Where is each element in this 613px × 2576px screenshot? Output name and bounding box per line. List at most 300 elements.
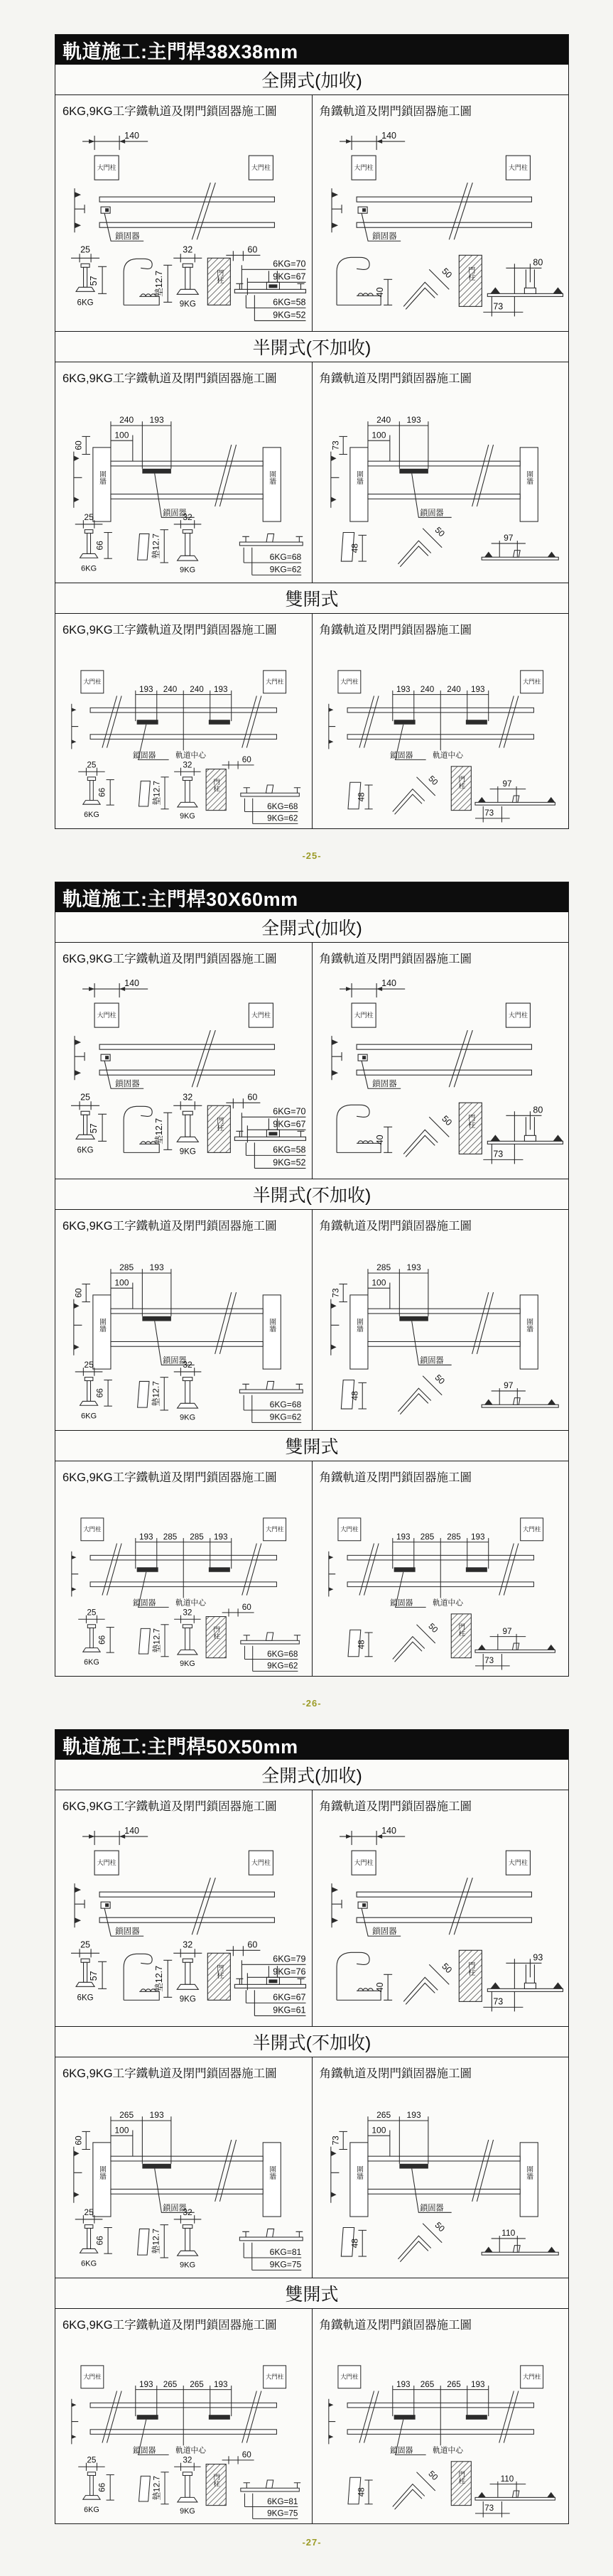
dim-drop	[330, 1284, 347, 1301]
dim-base	[491, 2228, 525, 2252]
rails	[367, 2156, 519, 2194]
gate-post-right-label: 大門柱	[265, 1525, 284, 1533]
panel-title: 角鐵軌道及閉門鎖固器施工圖	[319, 624, 472, 637]
panel-ibeam-drawing	[55, 362, 313, 583]
drawing-ibeam-half	[55, 2081, 312, 2277]
wedge-section	[347, 1630, 372, 1656]
wall-right	[263, 2143, 281, 2217]
hinge-bracket-icon	[72, 1552, 78, 1597]
base-assembly	[239, 534, 303, 545]
door-post-label: 門柱	[215, 1117, 223, 1132]
subsection	[55, 332, 568, 583]
cross-sections	[78, 2450, 300, 2518]
closer-hook-section	[124, 1106, 172, 1152]
wall-left	[93, 2143, 111, 2217]
rail-6kg-section	[78, 2456, 114, 2514]
dim-span: 265	[119, 2110, 134, 2121]
dim-w9: 32	[183, 1608, 192, 1618]
dim-gap-label: 60	[242, 2450, 251, 2460]
base-assembly	[241, 2480, 300, 2491]
panel-title: 角鐵軌道及閉門鎖固器施工圖	[319, 1471, 472, 1484]
pad-dim	[151, 530, 169, 563]
rail-break-marks	[102, 2391, 261, 2442]
wedge-section	[138, 1381, 149, 1407]
subsection	[55, 1431, 568, 1676]
rail-break-mark	[449, 183, 472, 239]
drawing-angle-half	[313, 1233, 569, 1429]
dim-d0: 193	[139, 1532, 153, 1542]
rail-9kg-label: 9KG	[179, 565, 196, 575]
panel-angle-drawing	[313, 1461, 569, 1676]
lock-bar-right	[209, 2415, 230, 2420]
cross-sections	[337, 255, 563, 316]
dim-h6: 66	[97, 2482, 107, 2492]
dim-lockwidth: 193	[406, 2110, 421, 2121]
rail-6kg-section	[78, 1608, 114, 1667]
gate-post-left-label: 大門柱	[83, 1525, 102, 1533]
labels	[133, 725, 207, 760]
top-view	[72, 1518, 286, 1608]
dim-inset: 100	[371, 1277, 386, 1288]
gate-post-left-label: 大門柱	[340, 678, 359, 686]
panel-ibeam-drawing	[55, 2057, 313, 2278]
panel-title: 角鐵軌道及閉門鎖固器施工圖	[319, 953, 472, 965]
value-top-9kg: 9KG=67	[273, 1119, 306, 1130]
hinge-bracket-icon	[332, 1883, 342, 1927]
rails	[111, 461, 263, 499]
top-view	[73, 1262, 281, 1369]
rail-6kg-section	[78, 761, 114, 819]
track-center-label: 軌道中心	[432, 2446, 463, 2455]
hinge-bracket-icon	[75, 1883, 85, 1927]
dim-gap	[222, 1603, 254, 1616]
top-view	[332, 978, 531, 1088]
base-assembly	[482, 1398, 558, 1408]
dim-base-label: 110	[501, 2228, 515, 2239]
value-9kg: 9KG=62	[267, 813, 298, 823]
panel-row	[55, 1210, 568, 1430]
rails	[357, 1044, 531, 1075]
rails	[111, 1309, 263, 1346]
lock-bar-left	[394, 720, 415, 725]
panel-row	[55, 1461, 568, 1676]
hinge-bracket-icon	[332, 188, 342, 232]
rail-6kg-label: 6KG	[80, 1412, 97, 1421]
panel-row	[55, 2057, 568, 2278]
rail-9kg-section	[174, 512, 202, 574]
base-assembly	[487, 1117, 563, 1144]
dim-h6: 66	[94, 2236, 105, 2246]
dim-pad: 墊12.7	[154, 1965, 165, 1992]
dim-d2: 285	[190, 1532, 204, 1542]
dim-w6: 25	[84, 2207, 94, 2218]
dim-offset-label: 140	[381, 1826, 396, 1836]
top-view	[75, 1826, 274, 1936]
dim-w6: 25	[87, 1608, 97, 1618]
wedge-section	[139, 2476, 150, 2501]
panel-row	[55, 95, 568, 331]
dim-w9: 32	[183, 760, 192, 770]
dim-bottom	[483, 296, 523, 316]
lock-label: 鎖固器	[115, 1080, 140, 1089]
gate-post-left-label: 大門柱	[83, 2373, 102, 2381]
dim-offset-label: 140	[124, 1826, 139, 1836]
panel-angle-drawing	[313, 1210, 569, 1430]
track-center-label: 軌道中心	[432, 751, 463, 760]
dim-gap-label: 60	[247, 244, 258, 255]
section-header-bar	[55, 35, 568, 65]
top-view	[332, 1826, 531, 1936]
angle-iron-section	[392, 1622, 439, 1662]
rail-9kg-section	[174, 2456, 200, 2516]
dims-top	[111, 1262, 171, 1316]
panel-row	[55, 1790, 568, 2026]
lock-label: 鎖固器	[419, 509, 444, 518]
wedge-section	[341, 2228, 367, 2257]
closer-hook-section	[124, 259, 172, 305]
dim-wedge: 48	[356, 1640, 366, 1650]
hinge-bracket-icon	[74, 1299, 82, 1355]
cross-sections	[78, 1603, 300, 1671]
gate-post-left	[352, 1003, 376, 1027]
base-assembly	[487, 1964, 563, 1991]
gate-post-right	[506, 1003, 530, 1027]
door-post-hatched	[459, 255, 482, 306]
top-view	[73, 415, 281, 521]
rail-9kg-section	[174, 1608, 200, 1668]
dims-top	[111, 415, 171, 469]
dim-d0: 193	[139, 684, 153, 694]
dim-h6: 66	[94, 1388, 105, 1398]
cross-sections	[71, 1092, 306, 1168]
panel-angle-drawing	[313, 95, 569, 331]
gate-post-right-label: 大門柱	[522, 1525, 541, 1533]
dim-h6: 57	[89, 1123, 99, 1134]
base-assembly	[482, 551, 558, 561]
dim-gap	[222, 2450, 254, 2464]
page-number: -25-	[302, 850, 322, 861]
rail-9kg-label: 9KG	[180, 811, 195, 821]
top-view	[72, 2366, 286, 2455]
lock-bar	[399, 469, 428, 474]
panel-title: 6KG,9KG工字鐵軌道及閉門鎖固器施工圖	[63, 953, 277, 965]
rail-6kg-section	[71, 244, 107, 307]
panel-ibeam-drawing	[55, 1461, 313, 1676]
drawing-angle-half	[313, 386, 569, 582]
gate-post-right	[520, 1518, 543, 1541]
lock-label: 鎖固器	[371, 1080, 397, 1089]
dim-angle: 50	[439, 1961, 454, 1976]
dim-pad: 墊12.7	[152, 1628, 162, 1653]
wall-right	[520, 2143, 538, 2217]
lock-label: 鎖固器	[163, 2204, 187, 2213]
dims-top	[367, 415, 428, 469]
cross-sections	[347, 2462, 554, 2518]
dim-lockwidth: 193	[149, 415, 164, 426]
cross-sections	[78, 755, 300, 823]
angle-iron-section	[403, 266, 454, 310]
wall-left-label: 圍牆	[354, 1318, 363, 1332]
dim-offset	[340, 978, 405, 997]
subsection	[55, 1179, 568, 1431]
wedge-section	[347, 2477, 372, 2504]
section	[55, 34, 569, 829]
section-body	[55, 1760, 568, 2523]
wall-left	[349, 1295, 367, 1369]
dim-d0: 193	[396, 2379, 411, 2389]
drawing-ibeam-half	[55, 1233, 312, 1429]
rail-9kg-label: 9KG	[179, 1147, 196, 1157]
lock-bar	[142, 1316, 171, 1321]
rail-6kg-label: 6KG	[77, 1146, 94, 1155]
wall-right-label: 圍牆	[524, 470, 533, 485]
gate-post-left-label: 大門柱	[354, 1012, 374, 1019]
dim-top-label: 97	[501, 779, 511, 789]
closer-hook-section	[337, 1952, 392, 2000]
dim-span: 265	[376, 2110, 391, 2121]
lock-bar-right	[209, 720, 230, 725]
dim-w9: 32	[183, 512, 192, 523]
value-6kg: 6KG=68	[267, 1649, 298, 1659]
dim-w6: 25	[87, 760, 97, 770]
gate-post-left	[94, 1851, 119, 1875]
lock-bar-right	[209, 1567, 230, 1572]
rail-6kg-label: 6KG	[80, 564, 97, 573]
value-6kg: 6KG=81	[269, 2247, 302, 2258]
dim-offset	[82, 978, 148, 997]
labels	[133, 2420, 207, 2455]
value-table	[244, 1646, 298, 1672]
section-body	[55, 912, 568, 1676]
dim-top-label: 80	[532, 257, 543, 268]
gate-post-right	[249, 1851, 273, 1875]
gate-post-left-label: 大門柱	[354, 164, 374, 172]
wall-right	[263, 448, 281, 521]
panel-title: 6KG,9KG工字鐵軌道及閉門鎖固器施工圖	[63, 624, 277, 637]
dim-pad: 墊12.7	[152, 781, 162, 806]
dim-drop-label: 60	[73, 1288, 84, 1298]
labels	[390, 725, 464, 760]
rail-break-marks	[359, 696, 518, 747]
dim-offset	[340, 1826, 405, 1845]
panel-ibeam-drawing	[55, 2309, 313, 2523]
dim-bottom-label: 73	[492, 301, 503, 312]
dim-w9: 32	[183, 1092, 193, 1103]
gate-post-right-label: 大門柱	[522, 2373, 541, 2381]
lock-bar	[142, 469, 171, 474]
top-view	[332, 131, 531, 241]
subsection	[55, 912, 568, 1179]
top-view	[330, 1262, 538, 1369]
wall-left-label: 圍牆	[97, 2165, 106, 2180]
value-bottom-6kg: 6KG=67	[273, 1992, 306, 2003]
subsection-title: 全開式(加收)	[55, 1760, 568, 1790]
door-post-label: 門柱	[212, 778, 220, 792]
dim-lockwidth: 193	[149, 1262, 164, 1273]
dim-offset	[82, 131, 148, 150]
lock-bar	[399, 1316, 428, 1321]
angle-iron-section	[398, 2220, 447, 2262]
wall-left-label: 圍牆	[97, 470, 106, 485]
dim-bottom	[474, 806, 509, 822]
panel-angle-drawing	[313, 943, 569, 1179]
lock-label: 鎖固器	[115, 1927, 140, 1937]
rail-6kg-label: 6KG	[77, 298, 94, 308]
door-post-label: 門柱	[466, 1114, 474, 1129]
value-6kg: 6KG=81	[267, 2496, 298, 2506]
drawing-angle-full	[313, 966, 569, 1178]
wall-right-label: 圍牆	[268, 1318, 276, 1332]
wedge-section	[139, 781, 150, 806]
gate-post-right	[264, 1518, 286, 1541]
panel-title: 6KG,9KG工字鐵軌道及閉門鎖固器施工圖	[63, 1220, 277, 1233]
dim-lockwidth: 193	[406, 1262, 421, 1273]
gate-post-left-label: 大門柱	[97, 164, 116, 172]
base-assembly	[474, 2491, 554, 2500]
dim-d1: 285	[163, 1532, 178, 1542]
door-post-label: 門柱	[457, 1623, 465, 1637]
panel-angle-drawing	[313, 362, 569, 583]
gate-post-left-label: 大門柱	[97, 1859, 116, 1867]
dim-h6: 66	[97, 787, 107, 797]
door-post-hatched	[207, 1953, 230, 2000]
value-bottom-9kg: 9KG=61	[273, 2005, 306, 2015]
lock-label: 鎖固器	[163, 1356, 187, 1365]
panel-ibeam-drawing	[55, 614, 313, 828]
rail-6kg-label: 6KG	[84, 2506, 99, 2515]
dim-pad: 墊12.7	[152, 2476, 162, 2501]
door-post-label: 門柱	[466, 266, 474, 281]
gate-post-left	[94, 156, 119, 180]
dim-d3: 193	[470, 2379, 484, 2389]
gate-post-right-label: 大門柱	[508, 1859, 528, 1867]
page-number: -26-	[302, 1697, 322, 1709]
rail-9kg-section	[173, 244, 202, 308]
rails	[367, 461, 519, 499]
section-title: 軌道施工:主門桿30X60mm	[63, 888, 298, 910]
drawing-angle-full	[313, 1814, 569, 2025]
door-post-hatched	[206, 769, 226, 811]
rail-6kg-label: 6KG	[84, 1658, 99, 1667]
dim-pad: 墊12.7	[154, 270, 165, 297]
gate-post-right	[249, 1003, 273, 1027]
labels	[390, 2420, 464, 2455]
wall-left	[93, 448, 111, 521]
pad-dim	[152, 2472, 169, 2504]
hinge-bracket-icon	[74, 2147, 82, 2203]
section-body	[55, 65, 568, 828]
wall-left	[349, 448, 367, 521]
dim-d2: 265	[190, 2379, 204, 2389]
dim-inset: 100	[114, 2125, 129, 2136]
gate-post-right	[506, 156, 530, 180]
top-view	[75, 978, 274, 1088]
track-center-label: 軌道中心	[175, 2446, 207, 2455]
rails	[367, 1309, 519, 1346]
hinge-bracket-icon	[75, 1036, 85, 1080]
value-9kg: 9KG=75	[267, 2509, 298, 2518]
lock-label: 鎖固器	[115, 232, 140, 242]
lock-label: 鎖固器	[133, 1598, 156, 1608]
dim-d2: 240	[446, 684, 461, 694]
dim-w9: 32	[183, 1939, 193, 1950]
track-center-label: 軌道中心	[432, 1598, 463, 1608]
panel-angle-drawing	[313, 614, 569, 828]
panel-ibeam-drawing	[55, 1210, 313, 1430]
gate-post-left	[81, 671, 104, 693]
dim-angle: 50	[425, 774, 440, 788]
wall-left-label: 圍牆	[354, 470, 363, 485]
gate-post-right	[249, 156, 273, 180]
rails	[99, 1892, 274, 1922]
dim-top-label: 110	[500, 2474, 514, 2484]
dim-bottom	[474, 2501, 509, 2517]
dim-angle: 50	[439, 266, 454, 281]
drawing-ibeam-full	[55, 966, 312, 1178]
rail-6kg-label: 6KG	[80, 2259, 97, 2268]
cross-sections	[337, 1103, 563, 1164]
dim-inset: 100	[114, 1277, 129, 1288]
dim-inset: 100	[371, 2125, 386, 2136]
angle-iron-section	[392, 2469, 439, 2510]
gate-post-right	[264, 671, 286, 693]
dim-base-label: 97	[503, 533, 513, 543]
dim-top-label: 93	[532, 1952, 543, 1963]
dim-d3: 193	[213, 2379, 228, 2389]
gate-post-right-label: 大門柱	[265, 678, 284, 686]
rail-6kg-label: 6KG	[84, 811, 99, 820]
wall-right-label: 圍牆	[524, 1318, 533, 1332]
wall-right-label: 圍牆	[268, 470, 276, 485]
dim-w6: 25	[84, 512, 94, 523]
dim-w9: 32	[183, 2455, 192, 2465]
dim-top	[489, 779, 526, 802]
drawing-ibeam-full	[55, 119, 312, 330]
gate-post-right-label: 大門柱	[508, 1012, 528, 1019]
dim-drop	[330, 2131, 347, 2149]
dim-angle: 50	[433, 2219, 447, 2234]
dim-w6: 25	[80, 1092, 91, 1103]
rail-break-mark	[192, 183, 215, 239]
cross-sections	[71, 244, 306, 320]
dim-d1: 285	[420, 1532, 434, 1542]
dim-wedge: 48	[356, 792, 366, 802]
drawing-ibeam-full	[55, 1814, 312, 2025]
labels	[133, 1572, 207, 1608]
top-view	[328, 671, 543, 760]
lock-label: 鎖固器	[133, 2446, 156, 2455]
gate-post-right-label: 大門柱	[251, 1012, 271, 1019]
subsection-title: 雙開式	[55, 1431, 568, 1461]
dim-h6: 57	[89, 1971, 99, 1981]
dim-bottom	[483, 1144, 523, 1164]
door-post-label: 門柱	[215, 1964, 223, 1979]
dim-angle: 50	[433, 524, 447, 539]
subsection-title: 雙開式	[55, 2278, 568, 2309]
dim-hook: 40	[374, 287, 385, 298]
lock-bar-left	[137, 2415, 158, 2420]
dim-d3: 193	[470, 1532, 484, 1542]
panel-title: 角鐵軌道及閉門鎖固器施工圖	[319, 2319, 472, 2332]
dim-span: 285	[119, 1262, 134, 1273]
dim-drop-label: 60	[73, 440, 84, 450]
closer-hook-section	[337, 1105, 392, 1152]
top-view	[330, 2110, 538, 2217]
dim-offset-label: 140	[124, 978, 139, 989]
gate-post-left-label: 大門柱	[340, 2373, 359, 2381]
dims-top	[367, 2110, 428, 2164]
track-center-label: 軌道中心	[175, 1598, 207, 1608]
